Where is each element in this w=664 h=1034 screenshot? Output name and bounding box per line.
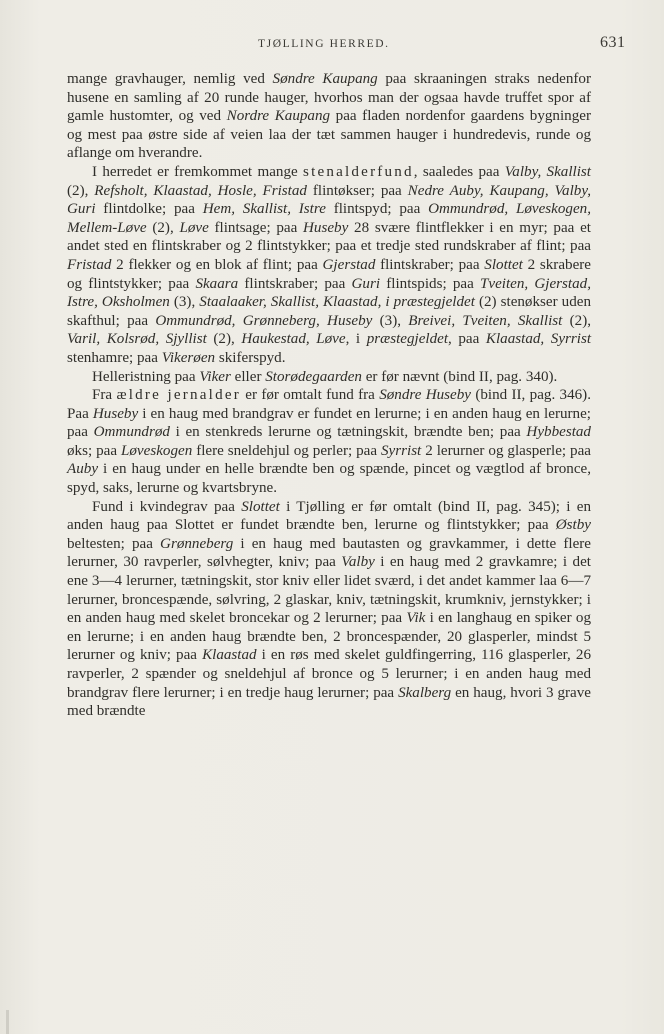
paragraph xyxy=(67,498,591,721)
text-run: 2 lerurner og glasperle; paa xyxy=(421,442,591,459)
place-name: Søndre Huseby xyxy=(379,387,471,404)
text-run: paa fladen nordenfor gaardens bygninger og mest paa østre side af veien laa der tæt sammen hauger i hundredevis, runde og aflange om hverandre. xyxy=(67,108,591,162)
place-name: Klaastad, Syrrist xyxy=(485,331,592,348)
text-run: stenhamre; paa xyxy=(67,349,162,366)
place-name: Vikerøen xyxy=(161,349,216,366)
text-run: , paa xyxy=(448,331,486,348)
place-name: Refsholt, Klaastad, Hosle, Fristad xyxy=(94,182,307,199)
place-name: Hem, Skallist, Istre xyxy=(202,201,326,218)
place-name: Huseby xyxy=(303,219,349,236)
place-name: Staalaaker, Skallist, Klaastad, i præstegjeldet xyxy=(199,294,475,311)
paragraph xyxy=(67,386,591,498)
place-name: Tveiten, Gjerstad, Istre, Oksholmen xyxy=(67,275,591,311)
text-run: Helleristning paa xyxy=(92,368,200,385)
running-head: TJØLLING HERRED. xyxy=(258,38,390,50)
place-name: Varil, Kolsrød, Sjyllist xyxy=(67,331,207,348)
page-header xyxy=(0,34,664,54)
text-run: flintdolke; paa xyxy=(95,201,203,218)
place-name: Grønneberg xyxy=(160,535,234,552)
text-run: (2) stenøkser uden skafthul; paa xyxy=(67,294,592,329)
paragraph xyxy=(67,368,591,387)
page-number: 631 xyxy=(600,34,626,51)
place-name: Syrrist xyxy=(381,442,422,459)
place-name: Valby xyxy=(341,554,375,571)
place-name: Ommundrød, Grønneberg, Huseby xyxy=(155,312,373,329)
text-run: flintspids; paa xyxy=(380,275,480,292)
text-run: beltesten; paa xyxy=(67,535,161,552)
text-run: eller xyxy=(230,368,266,385)
text-run: (2), xyxy=(562,312,591,329)
text-run: flintøkser; paa xyxy=(306,182,408,199)
paragraph xyxy=(67,163,591,368)
text-run: i en haug med 2 gravkamre; i det ene 3—4 lerurner, tætningskit, stor kniv eller lidet sværd, i det andet kammer laa 6—7 lerurner, broncespænde, sølvring, 2 glaskar, kniv, tætningskit, krumkniv, jernstykker; i en anden haug med skelet broncekar og 2 lerurner; paa xyxy=(67,554,591,627)
text-run: flere sneldehjul og perler; paa xyxy=(192,442,381,459)
text-run: Fra xyxy=(92,387,117,404)
text-run: (2), xyxy=(206,331,242,348)
text-run: , saaledes paa xyxy=(413,163,505,180)
text-run: flintspyd; paa xyxy=(325,201,429,218)
text-run: i en stenkreds lerurne og tætningskit, brændte ben; paa xyxy=(169,424,527,441)
place-name: Østby xyxy=(555,517,591,534)
place-name: Breivei, Tveiten, Skallist xyxy=(408,312,563,329)
text-run: 2 flekker og en blok af flint; paa xyxy=(111,256,323,273)
text-run: 2 skrabere og flintstykker; paa xyxy=(67,256,591,292)
text-run: flintskraber; paa xyxy=(375,256,485,273)
text-run: i en røs med skelet guldfingerring, 116 glasperler, 26 ravperler, 2 spænder og sneldehjul af bronce og 5 lerurner; i en anden haug med brandgrav flere lerurner; i en tredje haug lerurner; paa xyxy=(67,647,591,701)
place-name: Storødegaarden xyxy=(265,368,362,385)
place-name: Klaastad xyxy=(202,647,257,664)
place-name: Løveskogen xyxy=(120,442,193,459)
text-run: er før omtalt fund fra xyxy=(240,387,380,404)
place-name: Vik xyxy=(406,610,426,627)
text-run: skiferspyd. xyxy=(215,349,286,366)
text-run: i en haug under en helle brændte ben og spænde, pincet og vægtlod af bronce, spyd, saks, lerurne og kvartsbryne. xyxy=(67,461,591,497)
place-name: Fristad xyxy=(67,256,112,273)
text-run: paa skraaningen straks nedenfor husene en samling af 20 runde hauger, hvorhos man der ogsaa havde truffet spor af gamle hustomter, og ved xyxy=(67,71,591,125)
place-name: Slottet xyxy=(484,256,523,273)
text-run: , i xyxy=(345,331,367,348)
place-name: Guri xyxy=(351,275,381,292)
place-name: Løve xyxy=(179,219,209,236)
text-run: øks; paa xyxy=(67,442,121,459)
spaced-emphasis: ældre jernalder xyxy=(116,387,241,404)
place-name: Ommundrød xyxy=(93,424,170,441)
text-run: er før nævnt (bind II, pag. 340). xyxy=(361,368,558,385)
text-run: flintskraber; paa xyxy=(238,275,352,292)
place-name: Gjerstad xyxy=(322,256,376,273)
text-run: flintsage; paa xyxy=(208,219,304,236)
paragraph xyxy=(67,70,591,163)
place-name: Huseby xyxy=(92,405,139,422)
text-run: i en haug med bautasten og gravkammer, i dette flere lerurner, 30 ravperler, sølvhegter, kniv; paa xyxy=(67,535,591,571)
place-name: Nordre Kaupang xyxy=(226,108,331,125)
text-run: en haug, hvori 3 grave med brændte xyxy=(67,684,592,720)
page-edge-mark xyxy=(6,1010,9,1034)
text-run: (3), xyxy=(169,294,200,311)
place-name: Valby, Skallist xyxy=(504,163,591,180)
text-run: mange gravhauger, nemlig ved xyxy=(67,71,273,87)
text-run: (2), xyxy=(67,182,95,199)
text-run: 28 svære flintflekker i en myr; paa et andet sted en flintskraber og 2 flintstykker; paa et tredje sted rundskraber af flint; paa xyxy=(67,219,591,255)
text-run: Fund i kvindegrav paa xyxy=(92,498,242,515)
text-run: i en langhaug en spiker og en lerurne; i en anden haug brændte ben, 2 broncespænder, 20 glasperler, mindst 5 lerurner og kniv; paa xyxy=(67,610,591,664)
place-name: Søndre Kaupang xyxy=(272,71,378,87)
spaced-emphasis: stenalderfund xyxy=(303,163,414,180)
place-name: Nedre Auby, Kaupang, Valby, Guri xyxy=(67,182,591,218)
place-name: Skaara xyxy=(195,275,239,292)
text-run: (3), xyxy=(372,312,409,329)
body-text xyxy=(67,70,591,721)
place-name: Viker xyxy=(199,368,231,385)
text-run: i en haug med brandgrav er fundet en lerurne; i en anden haug en lerurne; paa xyxy=(67,405,591,441)
place-name: Hybbestad xyxy=(526,424,591,441)
text-run: (2), xyxy=(146,219,180,236)
place-name: Ommundrød, Løveskogen, Mellem-Løve xyxy=(67,201,591,236)
place-name: Auby xyxy=(67,461,99,478)
text-run: i Tjølling er før omtalt (bind II, pag. 345); i en anden haug paa Slottet er fundet brændte ben, lerurne og flintstykker; paa xyxy=(67,498,591,534)
place-name: Haukestad, Løve xyxy=(241,331,346,348)
text-run: I herredet er fremkommet mange xyxy=(92,163,304,180)
place-name: Skalberg xyxy=(398,684,452,701)
place-name: præstegjeldet xyxy=(366,331,449,348)
text-run: (bind II, pag. 346). Paa xyxy=(67,387,591,422)
place-name: Slottet xyxy=(241,498,280,515)
